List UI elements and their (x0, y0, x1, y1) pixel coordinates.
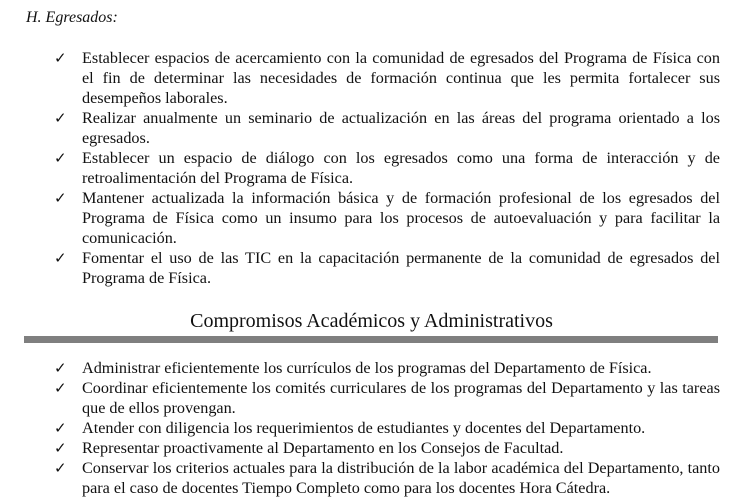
list-item (0, 148, 741, 188)
list-item (0, 358, 741, 378)
list-item (0, 108, 741, 148)
list-item (0, 458, 741, 498)
list-item-text: Atender con diligencia los requerimientos de estudiantes y docentes del Departamento. (82, 419, 646, 437)
check-mark-icon: ✓ (54, 439, 67, 457)
check-mark-icon: ✓ (54, 459, 67, 477)
list-item-text: Coordinar eficientemente los comités curriculares de los programas del Departamento y las tareas que de ellos provengan. (82, 379, 720, 417)
list-item-text: Establecer espacios de acercamiento con la comunidad de egresados del Programa de Física con el fin de determinar las necesidades de formación continua que les permita fortalecer sus desempeños laborales. (82, 49, 720, 107)
check-mark-icon: ✓ (54, 359, 67, 377)
check-mark-icon: ✓ (54, 249, 67, 267)
section-divider (24, 336, 718, 343)
list-item (0, 378, 741, 418)
check-mark-icon: ✓ (54, 419, 67, 437)
list-item-text: Representar proactivamente al Departamento en los Consejos de Facultad. (82, 439, 564, 457)
list-item (0, 438, 741, 458)
check-mark-icon: ✓ (54, 149, 67, 167)
block-title (0, 309, 741, 333)
check-mark-icon: ✓ (54, 189, 67, 207)
list-item-text: Establecer un espacio de diálogo con los egresados como una forma de interacción y de retroalimentación del Programa de Física. (82, 149, 720, 187)
block-title-text: Compromisos Académicos y Administrativos (190, 310, 553, 332)
check-mark-icon: ✓ (54, 379, 67, 397)
list-item-text: Realizar anualmente un seminario de actualización en las áreas del programa orientado a los egresados. (82, 109, 720, 147)
list-item-text: Fomentar el uso de las TIC en la capacitación permanente de la comunidad de egresados del Programa de Física. (82, 249, 720, 287)
compromisos-checklist (0, 358, 741, 498)
list-item-text: Mantener actualizada la información básica y de formación profesional de los egresados del Programa de Física como un insumo para los procesos de autoevaluación y para facilitar la comunicación. (82, 189, 720, 247)
list-item (0, 48, 741, 108)
list-item (0, 248, 741, 288)
egresados-checklist (0, 48, 741, 288)
list-item-text: Conservar los criterios actuales para la distribución de la labor académica del Departamento, tanto para el caso de docentes Tiempo Completo como para los docentes Hora Cátedra. (82, 459, 720, 497)
list-item (0, 418, 741, 438)
list-item-text: Administrar eficientemente los currículos de los programas del Departamento de Física. (82, 359, 652, 377)
check-mark-icon: ✓ (54, 49, 67, 67)
check-mark-icon: ✓ (54, 109, 67, 127)
list-item (0, 188, 741, 248)
section-heading: H. Egresados: (26, 9, 118, 26)
